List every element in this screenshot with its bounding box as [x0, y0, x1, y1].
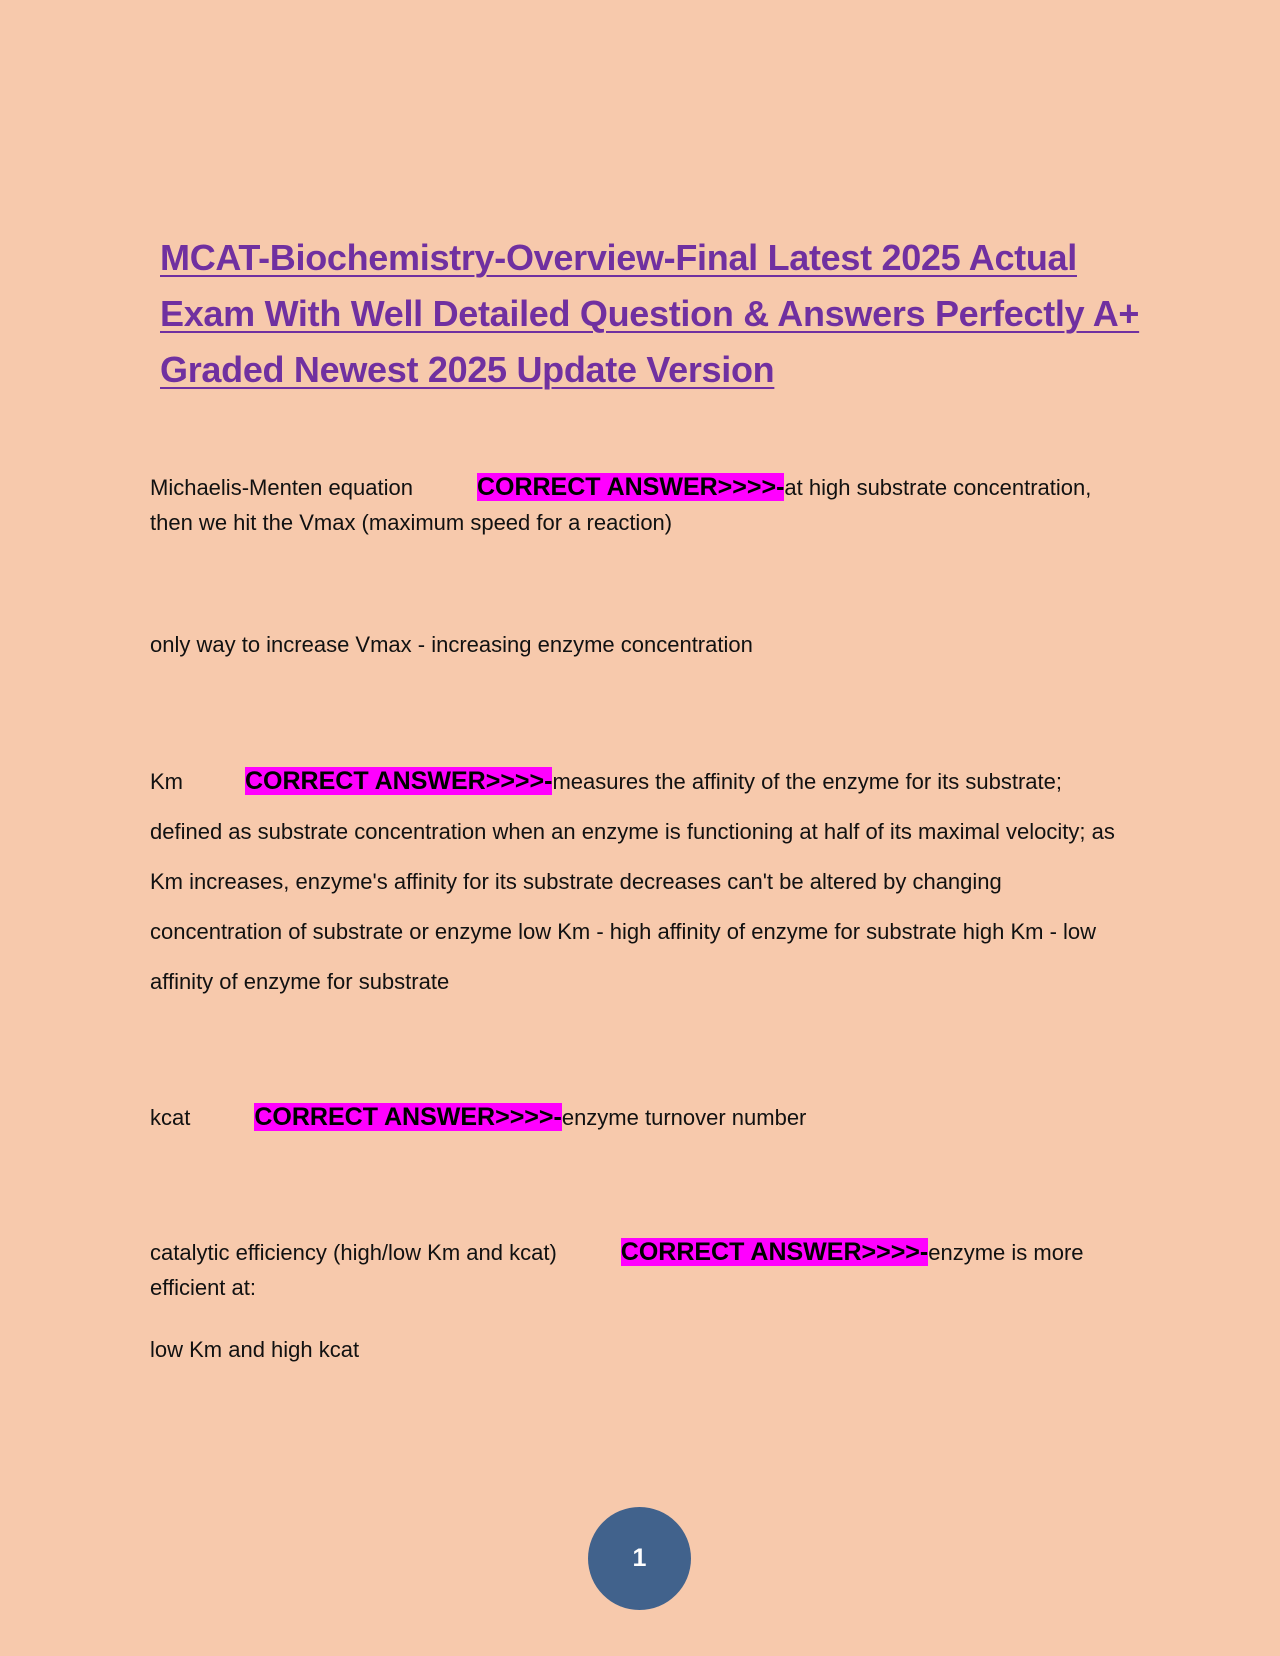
- correct-answer-highlight: CORRECT ANSWER>>>>-: [476, 473, 785, 501]
- entry-answer: enzyme is more efficient at:: [150, 1240, 1084, 1300]
- correct-answer-highlight: CORRECT ANSWER>>>>-: [245, 767, 553, 795]
- correct-answer-highlight: CORRECT ANSWER>>>>-: [254, 1103, 562, 1131]
- entry-text: low Km and high kcat: [150, 1337, 360, 1362]
- entry-text: only way to increase Vmax - increasing enzyme concentration: [150, 632, 753, 657]
- page-number: 1: [632, 1544, 647, 1572]
- entry-vmax-note: [150, 627, 1130, 662]
- entry-catalytic-efficiency-extra: [150, 1332, 1130, 1367]
- entry-term: Michaelis-Menten equation: [150, 475, 413, 500]
- entry-michaelis-menten: [150, 470, 1130, 540]
- entry-term: kcat: [150, 1105, 191, 1130]
- entry-term: catalytic efficiency (high/low Km and kcat): [150, 1240, 557, 1265]
- correct-answer-highlight: CORRECT ANSWER>>>>-: [620, 1238, 929, 1266]
- document-title: MCAT-Biochemistry-Overview-Final Latest 2025 Actual Exam With Well Detailed Question & Answers Perfectly A+ Graded Newest 2025 Update Version: [160, 237, 1140, 390]
- entry-answer: enzyme turnover number: [561, 1105, 807, 1130]
- entry-answer: at high substrate concentration, then we hit the Vmax (maximum speed for a reaction): [150, 475, 1092, 535]
- entry-catalytic-efficiency: [150, 1235, 1130, 1305]
- entry-term: Km: [150, 769, 183, 794]
- entry-km: [150, 756, 1130, 1007]
- page-number-badge: [588, 1507, 691, 1610]
- entry-answer: measures the affinity of the enzyme for its substrate; defined as substrate concentration when an enzyme is functioning at half of its maximal velocity; as Km increases, enzyme's affinity for its substrate decreases can't be altered by changing concentration of substrate or enzyme low Km - high affinity of enzyme for substrate high Km - low affinity of enzyme for substrate: [150, 769, 1115, 994]
- entry-kcat: [150, 1100, 1130, 1135]
